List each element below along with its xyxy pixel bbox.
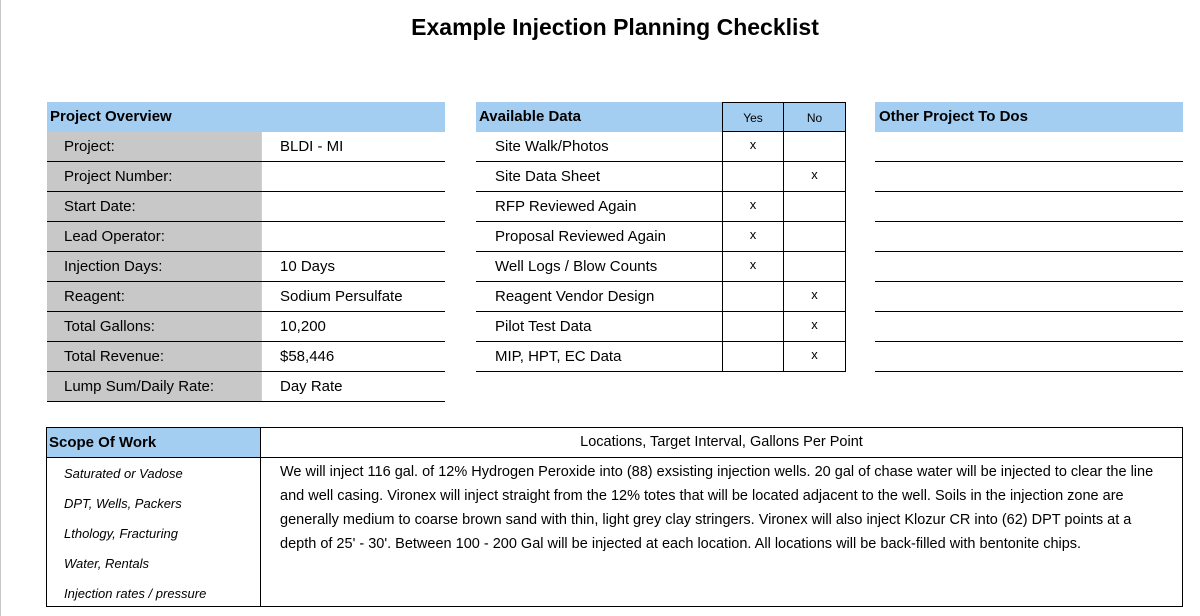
- overview-value[interactable]: [261, 192, 445, 221]
- overview-label: Reagent:: [47, 282, 261, 311]
- todo-line[interactable]: [875, 132, 1183, 162]
- other-project-todos: [875, 102, 1183, 372]
- available-data-label: Well Logs / Blow Counts: [476, 252, 722, 282]
- overview-row: [47, 192, 445, 222]
- overview-row: [47, 342, 445, 372]
- overview-value[interactable]: 10,200: [261, 312, 445, 341]
- overview-value[interactable]: $58,446: [261, 342, 445, 371]
- overview-row: [47, 252, 445, 282]
- available-data-header: [476, 102, 846, 132]
- yes-cell[interactable]: x: [722, 192, 784, 222]
- overview-value[interactable]: Sodium Persulfate: [261, 282, 445, 311]
- overview-value[interactable]: Day Rate: [261, 372, 445, 401]
- available-data-heading: Available Data: [476, 102, 722, 132]
- overview-label: Injection Days:: [47, 252, 261, 281]
- todo-line[interactable]: [875, 162, 1183, 192]
- available-data-row: [476, 252, 846, 282]
- overview-value[interactable]: [261, 222, 445, 251]
- scope-of-work-heading: Scope Of Work: [47, 428, 260, 458]
- no-cell[interactable]: [784, 222, 846, 252]
- todo-line[interactable]: [875, 342, 1183, 372]
- no-cell[interactable]: x: [784, 342, 846, 372]
- yes-cell[interactable]: x: [722, 252, 784, 282]
- no-column-header: No: [784, 102, 846, 132]
- yes-cell[interactable]: [722, 312, 784, 342]
- scope-item: Injection rates / pressure: [64, 586, 207, 601]
- yes-cell[interactable]: [722, 162, 784, 192]
- scope-item: Lthology, Fracturing: [64, 526, 178, 541]
- todos-heading: Other Project To Dos: [875, 102, 1183, 132]
- no-cell[interactable]: [784, 192, 846, 222]
- yes-cell[interactable]: [722, 282, 784, 312]
- overview-label: Total Revenue:: [47, 342, 261, 371]
- no-cell[interactable]: [784, 252, 846, 282]
- available-data-label: Site Data Sheet: [476, 162, 722, 192]
- overview-row: [47, 282, 445, 312]
- overview-label: Project:: [47, 132, 261, 161]
- todo-line[interactable]: [875, 312, 1183, 342]
- overview-row: [47, 222, 445, 252]
- overview-value[interactable]: BLDI - MI: [261, 132, 445, 161]
- overview-label: Lead Operator:: [47, 222, 261, 251]
- overview-value[interactable]: [261, 162, 445, 191]
- page-left-border: [0, 0, 1, 616]
- scope-item: Water, Rentals: [64, 556, 150, 571]
- todo-line[interactable]: [875, 222, 1183, 252]
- no-cell[interactable]: [784, 132, 846, 162]
- available-data-label: Proposal Reviewed Again: [476, 222, 722, 252]
- available-data-table: [476, 102, 846, 372]
- overview-label: Lump Sum/Daily Rate:: [47, 372, 261, 401]
- no-cell[interactable]: x: [784, 282, 846, 312]
- overview-label: Start Date:: [47, 192, 261, 221]
- overview-value[interactable]: 10 Days: [261, 252, 445, 281]
- todo-line[interactable]: [875, 282, 1183, 312]
- scope-items-column: [47, 428, 261, 606]
- scope-description-text[interactable]: We will inject 116 gal. of 12% Hydrogen Peroxide into (88) exsisting injection wells. 20 gal of chase water will be injected to clear the line and well casing. Vironex will inject straight from the 12% totes that will be located adjacent to the well. Soils in the injection zone are generally medium to coarse brown sand with thin, light grey clay stringers. Vironex will also inject Klozur CR into (62) DPT points at a depth of 25' - 30'. Between 100 - 200 Gal will be injected at each location. All locations will be back-filled with bentonite chips.: [280, 464, 1154, 552]
- overview-row: [47, 132, 445, 162]
- available-data-label: RFP Reviewed Again: [476, 192, 722, 222]
- project-overview-heading: Project Overview: [47, 102, 445, 132]
- scope-of-work-table: [46, 427, 1183, 607]
- available-data-row: [476, 132, 846, 162]
- available-data-row: [476, 222, 846, 252]
- todo-line[interactable]: [875, 192, 1183, 222]
- available-data-row: [476, 192, 846, 222]
- overview-row: [47, 372, 445, 402]
- overview-label: Project Number:: [47, 162, 261, 191]
- no-cell[interactable]: x: [784, 162, 846, 192]
- page-title: Example Injection Planning Checklist: [411, 14, 819, 40]
- yes-cell[interactable]: x: [722, 132, 784, 162]
- available-data-row: [476, 312, 846, 342]
- available-data-label: Site Walk/Photos: [476, 132, 722, 162]
- available-data-row: [476, 162, 846, 192]
- yes-column-header: Yes: [722, 102, 784, 132]
- overview-row: [47, 312, 445, 342]
- scope-item: Saturated or Vadose: [64, 466, 183, 481]
- project-overview-table: [47, 102, 445, 402]
- no-cell[interactable]: x: [784, 312, 846, 342]
- todo-line[interactable]: [875, 252, 1183, 282]
- available-data-label: MIP, HPT, EC Data: [476, 342, 722, 372]
- yes-cell[interactable]: x: [722, 222, 784, 252]
- overview-row: [47, 162, 445, 192]
- available-data-row: [476, 282, 846, 312]
- overview-label: Total Gallons:: [47, 312, 261, 341]
- available-data-label: Reagent Vendor Design: [476, 282, 722, 312]
- scope-description-heading: Locations, Target Interval, Gallons Per Point: [261, 428, 1182, 458]
- available-data-row: [476, 342, 846, 372]
- scope-description-column: [261, 428, 1182, 606]
- available-data-label: Pilot Test Data: [476, 312, 722, 342]
- scope-item: DPT, Wells, Packers: [64, 496, 182, 511]
- yes-cell[interactable]: [722, 342, 784, 372]
